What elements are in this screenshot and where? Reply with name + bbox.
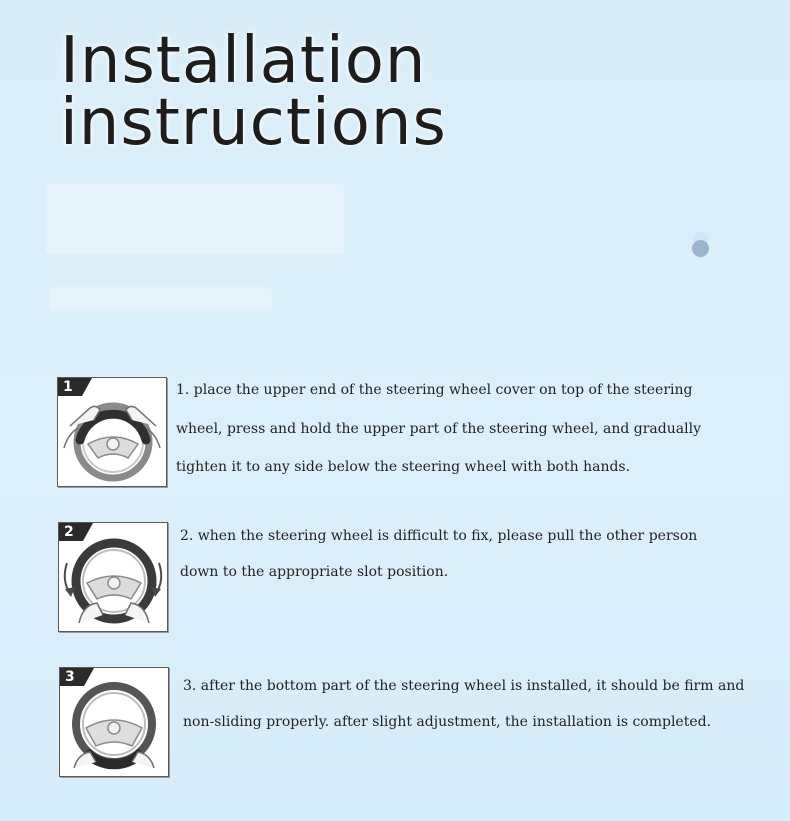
step-2-line-1: 2. when the steering wheel is difficult to fix, please pull the other person: [180, 528, 698, 544]
faded-background-strip: [50, 287, 272, 311]
step-1-line-1: 1. place the upper end of the steering wheel cover on top of the steering: [176, 382, 693, 398]
step-3-illustration: [59, 667, 169, 777]
step-1-line-3: tighten it to any side below the steering wheel with both hands.: [176, 459, 631, 475]
step-3-line-1: 3. after the bottom part of the steering wheel is installed, it should be firm and: [183, 678, 745, 694]
step-3-badge: 3: [60, 668, 94, 686]
page-title: [60, 24, 447, 160]
step-2-line-2: down to the appropriate slot position.: [180, 564, 449, 580]
step-2-text: [180, 518, 697, 590]
step-2-illustration: [58, 522, 168, 632]
step-3-text: [183, 668, 744, 740]
step-1-illustration: [57, 377, 167, 487]
title-line-1: Installation: [60, 24, 427, 98]
step-1-text: [176, 371, 701, 487]
step-1-line-2: wheel, press and hold the upper part of the steering wheel, and gradually: [176, 420, 701, 437]
step-1-badge: 1: [58, 378, 92, 396]
faded-background-panel: [46, 184, 344, 254]
step-2-badge: 2: [59, 523, 93, 541]
step-3-line-2: non-sliding properly. after slight adjustment, the installation is completed.: [183, 714, 712, 730]
decorative-dot-icon: [692, 232, 709, 257]
title-line-2: instructions: [60, 86, 447, 160]
